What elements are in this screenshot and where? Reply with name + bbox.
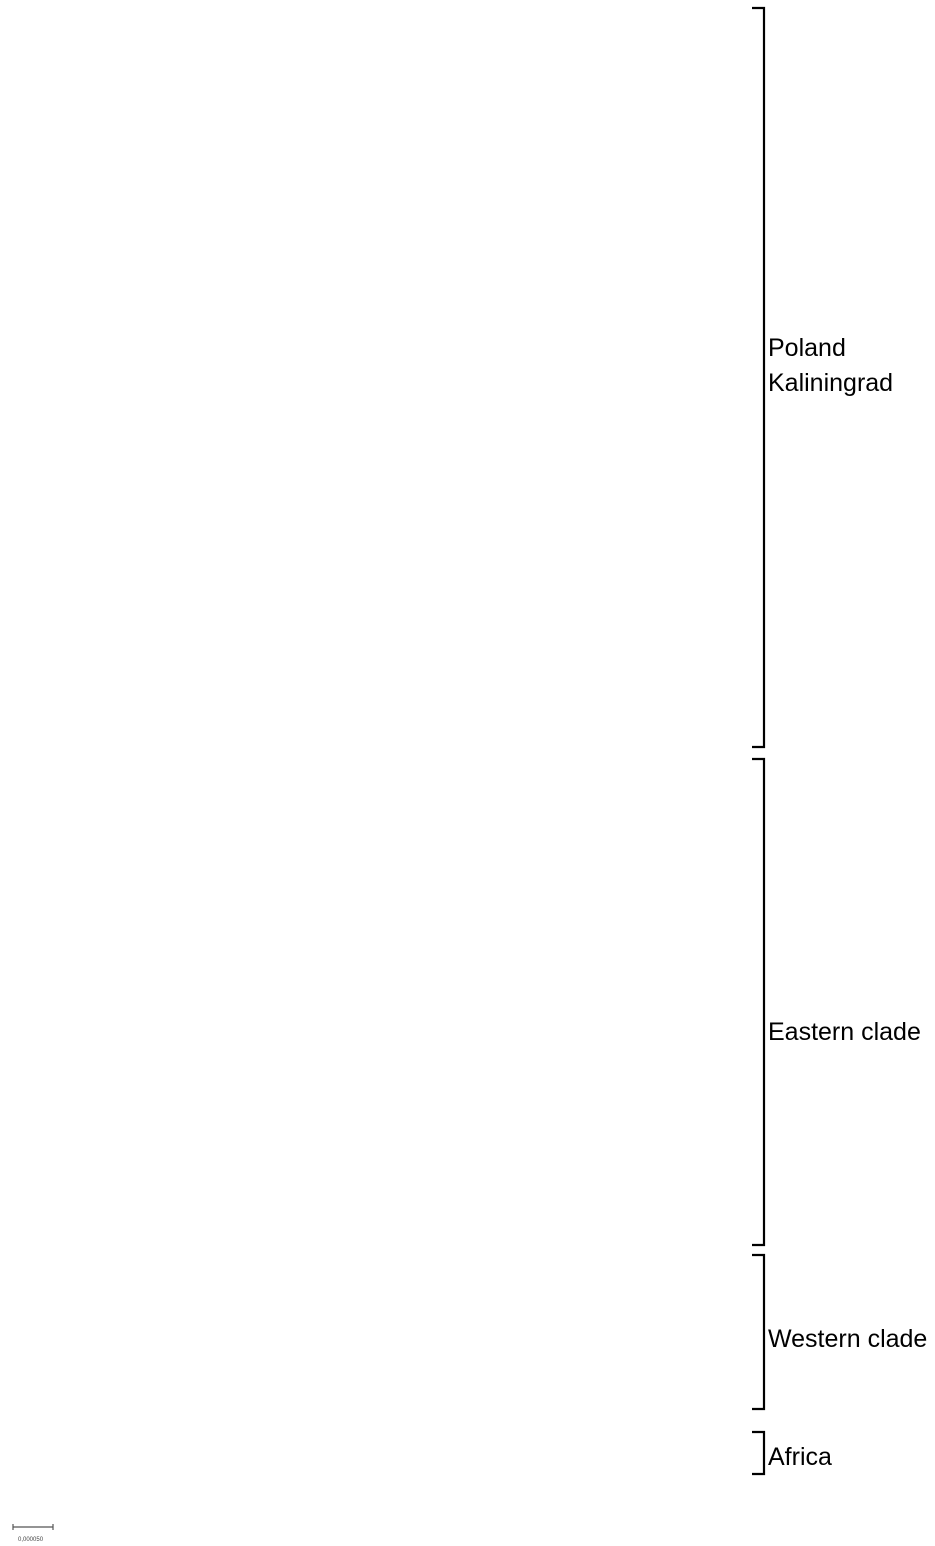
- scale-bar: [13, 1524, 53, 1543]
- bracket-africa: [752, 1432, 764, 1474]
- clade-brackets: [752, 8, 764, 1474]
- clade-label-eastern: Eastern clade: [768, 1018, 921, 1046]
- bracket-western-clade: [752, 1255, 764, 1409]
- clade-label-poland: Poland: [768, 334, 846, 362]
- bracket-eastern-clade: [752, 759, 764, 1245]
- clade-label-kaliningrad: Kaliningrad: [768, 369, 894, 397]
- clade-label-africa: Africa: [768, 1443, 832, 1471]
- clade-label-western: Western clade: [768, 1325, 928, 1353]
- scale-bar-label: 0,000050: [18, 1537, 44, 1543]
- bracket-poland-kaliningrad: [752, 8, 764, 747]
